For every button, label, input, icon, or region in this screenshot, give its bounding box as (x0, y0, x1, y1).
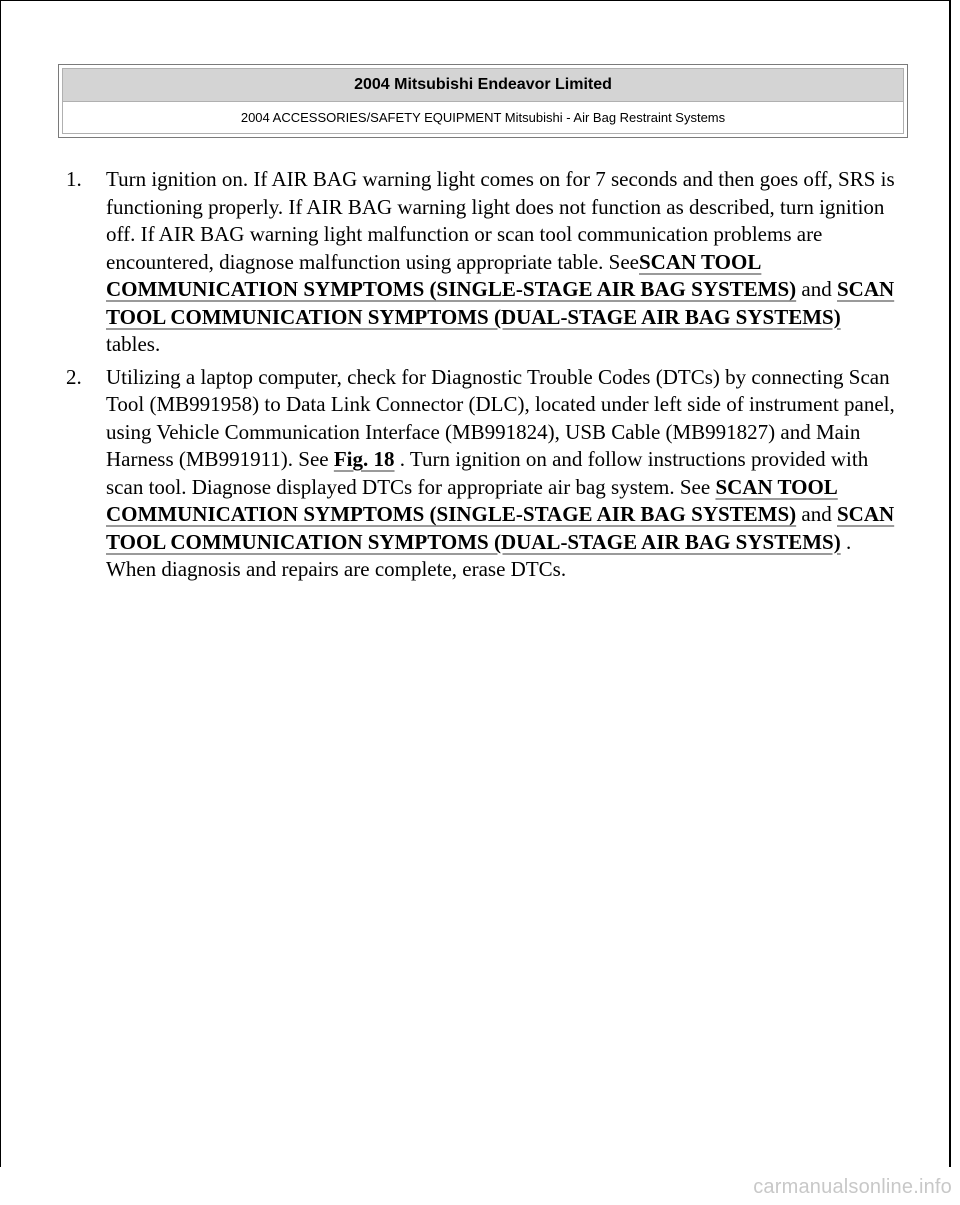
step-text: and (796, 502, 837, 526)
link-fig-18[interactable]: Fig. 18 (333, 447, 395, 471)
step-text: . When diagnosis and repairs are complete, erase DTCs. (106, 529, 852, 581)
document-body (66, 166, 896, 589)
document-header-inner (62, 68, 904, 134)
link-single-stage-symptoms[interactable]: SCAN TOOL COMMUNICATION SYMPTOMS (SINGLE-STAGE AIR BAG SYSTEMS) (106, 249, 797, 301)
step-number: 1. (66, 167, 82, 191)
step-1 (66, 166, 896, 359)
step-2 (66, 364, 896, 584)
section-subtitle: 2004 ACCESSORIES/SAFETY EQUIPMENT Mitsubishi - Air Bag Restraint Systems (63, 102, 903, 134)
step-text: tables. (106, 332, 161, 356)
link-single-stage-symptoms[interactable]: SCAN TOOL COMMUNICATION SYMPTOMS (SINGLE-STAGE AIR BAG SYSTEMS) (106, 474, 838, 526)
site-watermark: carmanualsonline.info (753, 1176, 952, 1198)
link-dual-stage-symptoms[interactable]: SCAN TOOL COMMUNICATION SYMPTOMS (DUAL-STAGE AIR BAG SYSTEMS) (106, 502, 895, 554)
vehicle-title: 2004 Mitsubishi Endeavor Limited (63, 69, 903, 102)
step-text: Utilizing a laptop computer, check for Diagnostic Trouble Codes (DTCs) by connecting Scan Tool (MB991958) to Data Link Connector (DLC), located under left side of instrument panel, using Vehicle Communication Interface (MB991824), USB Cable (MB991827) and Main Harness (MB991911). See (106, 364, 895, 471)
document-header (58, 64, 908, 138)
procedure-steps (66, 166, 896, 584)
step-text: . Turn ignition on and follow instructions provided with scan tool. Diagnose displayed DTCs for appropriate air bag system. See (106, 447, 869, 499)
step-text: Turn ignition on. If AIR BAG warning light comes on for 7 seconds and then goes off, SRS is functioning properly. If AIR BAG warning light does not function as described, turn ignition off. If AIR BAG warning light malfunction or scan tool communication problems are encountered, diagnose malfunction using appropriate table. See (106, 167, 895, 274)
link-dual-stage-symptoms[interactable]: SCAN TOOL COMMUNICATION SYMPTOMS (DUAL-STAGE AIR BAG SYSTEMS) (106, 277, 895, 329)
step-number: 2. (66, 364, 82, 389)
step-text: and (796, 277, 837, 301)
